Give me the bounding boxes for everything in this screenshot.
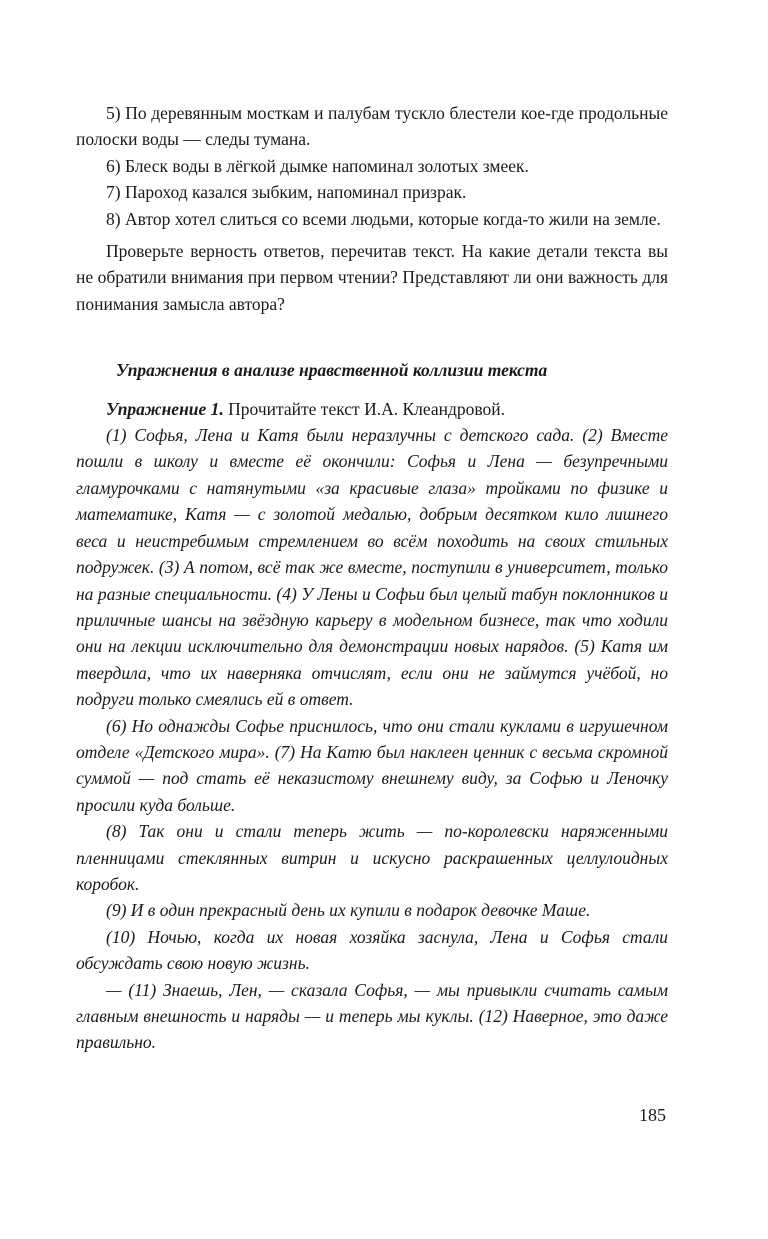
- story-paragraph-5: (10) Ночью, когда их новая хозяйка заснула, Лена и Софья стали обсуждать свою новую жизнь.: [76, 926, 668, 974]
- page-number: 185: [639, 1105, 666, 1125]
- section-heading: Упражнения в анализе нравственной коллизии текста: [116, 360, 548, 381]
- story-paragraph-4: (9) И в один прекрасный день их купили в подарок девочке Маше.: [106, 900, 591, 921]
- list-item-6: 6) Блеск воды в лёгкой дымке напоминал золотых змеек.: [106, 155, 529, 176]
- list-item-7: 7) Пароход казался зыбким, напоминал призрак.: [106, 182, 467, 203]
- story-paragraph-1: (1) Софья, Лена и Катя были неразлучны с детского сада. (2) Вместе пошли в школу и вместе её окончили: Софья и Лена — безупречными гламурочками с натянутыми «за красивые глаза» тройками по физике и математике, Катя — с золотой медалью, добрым десятком кило лишнего веса и неистребимым стремлением во всём походить на своих стильных подружек. (3) А потом, всё так же вместе, поступили в университет, только на разные специальности. (4) У Лены и Софьи был целый табун поклонников и приличные шансы на звёздную карьеру в модельном бизнесе, так что ходили они на лекции исключительно для демонстрации новых нарядов. (5) Катя им твердила, что их наверняка отчислят, если они не займутся учёбой, но подруги только смеялись ей в ответ.: [76, 425, 668, 710]
- exercise-instruction: Прочитайте текст И.А. Клеандровой.: [223, 398, 506, 419]
- page-content: [76, 100, 668, 1056]
- exercise-intro: [76, 396, 668, 422]
- exercise-label: Упражнение 1.: [106, 398, 224, 419]
- list-item-8: 8) Автор хотел слиться со всеми людьми, которые когда-то жили на земле.: [106, 208, 661, 229]
- story-paragraph-3: (8) Так они и стали теперь жить — по-королевски наряженными пленницами стеклянных витрин и искусно раскрашенных целлулоидных коробок.: [76, 821, 668, 894]
- list-item-5: 5) По деревянным мосткам и палубам тускло блестели кое-где продольные полоски воды — следы тумана.: [76, 103, 668, 150]
- check-answers-paragraph: Проверьте верность ответов, перечитав текст. На какие детали текста вы не обратили внимания при первом чтении? Представляют ли они важность для понимания замысла автора?: [76, 241, 668, 314]
- story-paragraph-6: — (11) Знаешь, Лен, — сказала Софья, — мы привыкли считать самым главным внешность и наряды — и теперь мы куклы. (12) Наверное, это даже правильно.: [76, 979, 668, 1053]
- story-paragraph-2: (6) Но однажды Софье приснилось, что они стали куклами в игрушечном отделе «Детского мира». (7) На Катю был наклеен ценник с весьма скромной суммой — под стать её неказистому внешнему виду, за Софью и Леночку просили куда больше.: [76, 715, 668, 815]
